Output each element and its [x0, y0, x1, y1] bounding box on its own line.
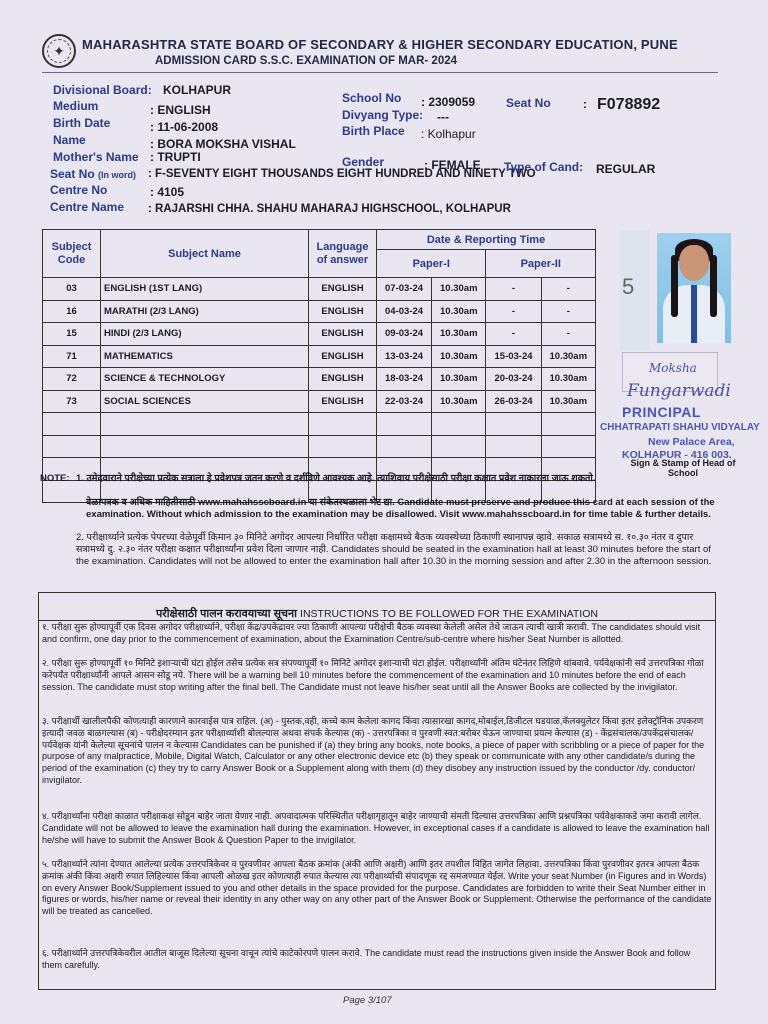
note-2-english: Candidates should be seated in the examination hall at least 30 minutes before the start of the examination. Candidates will not be allowed to enter the examination hall after 10.30 in the morning session and after 2.30 in the afternoon session. — [76, 544, 712, 567]
cell-d2 — [486, 413, 541, 436]
centre-name-label: Centre Name — [50, 200, 125, 214]
divyang-value: --- — [437, 110, 449, 124]
note-2-marathi: 2. परीक्षार्थ्याने प्रत्येक पेपरच्या वेळेपूर्वी किमान ३० मिनिटे अगोदर आपल्या निर्धारित परीक्षा कक्षामध्ये बैठक व्यवस्थेच्या ठिकाणी स्थानापन्न व्हावे. सकाळ सत्रामध्ये स. १०.३० नंतर व दुपार सत्रामध्ये दु. २.३० नंतर परीक्षा कक्षात परीक्षार्थ्यांना प्रवेश दिला जाणार नाही. — [76, 532, 694, 555]
board-logo-icon: ✦ — [42, 34, 76, 68]
seat-words-sublabel: (In word) — [98, 170, 137, 180]
note-label: NOTE: — [40, 473, 70, 484]
cell-code: 73 — [43, 390, 101, 413]
note-1-english: Candidate must preserve and produce this card at each session of the examination. Without which admission to the examination may be disallowed. Visit www.mahahsscboard.in for time table & further details. — [86, 497, 715, 520]
cell-d2: - — [486, 300, 541, 323]
stamp-school-name: CHHATRAPATI SHAHU VIDYALAY — [600, 422, 760, 433]
principal-signature: Fungarwadi — [627, 381, 731, 401]
seat-no-value: F078892 — [597, 96, 661, 113]
cell-name — [101, 435, 309, 458]
table-row — [43, 300, 596, 323]
cell-d1: 18-03-24 — [377, 368, 432, 391]
note-1-marathi-2: वेळापत्रक व अधिक माहितीसाठी www.mahahsscboard.in या संकेतस्थळाला भेट द्या. — [86, 497, 395, 508]
cell-name: SOCIAL SCIENCES — [101, 390, 309, 413]
mother-name-label: Mother's Name — [53, 150, 139, 164]
name-value: : BORA MOKSHA VISHAL — [150, 137, 296, 151]
cell-d2: 15-03-24 — [486, 345, 541, 368]
instructions-title-english: INSTRUCTIONS TO BE FOLLOWED FOR THE EXAMINATION — [300, 608, 598, 620]
instructions-title-marathi: परीक्षेसाठी पालन करावयाच्या सूचना — [156, 608, 297, 620]
cell-name — [101, 413, 309, 436]
cell-t1: 10.30am — [432, 390, 486, 413]
cell-code: 03 — [43, 278, 101, 301]
divisional-board-label: Divisional Board: — [53, 83, 152, 97]
candidate-signature: Moksha — [649, 361, 697, 375]
board-title: MAHARASHTRA STATE BOARD OF SECONDARY & HIGHER SECONDARY EDUCATION, PUNE — [82, 37, 678, 52]
seat-words-value: : F-SEVENTY EIGHT THOUSANDS EIGHT HUNDRED AND NINETY TWO — [148, 168, 536, 180]
cell-t2: - — [541, 323, 595, 346]
cell-t2: 10.30am — [541, 390, 595, 413]
cell-d2: 20-03-24 — [486, 368, 541, 391]
stamp-area: New Palace Area, — [648, 436, 735, 448]
school-no-value: : 2309059 — [421, 95, 476, 109]
instructions-box — [38, 592, 716, 990]
cell-t2 — [541, 435, 595, 458]
cell-lang — [309, 435, 377, 458]
col-paper-2: Paper-II — [486, 250, 596, 278]
col-paper-1: Paper-I — [377, 250, 486, 278]
seat-words-label: Seat No (In word) — [50, 167, 137, 181]
cell-code — [43, 435, 101, 458]
col-language: Language of answer — [309, 230, 377, 278]
instruction-6: ६. परीक्षार्थ्याने उत्तरपत्रिकेवरील आतील बाजूस दिलेल्या सूचना वाचून त्यांचे काटेकोरपणे पालन करावे. The candidate must read the instructions given inside the Answer Book and follow them carefully. — [42, 948, 691, 970]
instructions-divider — [38, 620, 716, 621]
photo-side-mark: 5 — [622, 274, 635, 299]
cell-lang: ENGLISH — [309, 300, 377, 323]
cell-lang: ENGLISH — [309, 390, 377, 413]
cell-t1: 10.30am — [432, 345, 486, 368]
cell-code — [43, 413, 101, 436]
cell-name: MATHEMATICS — [101, 345, 309, 368]
cell-code: 72 — [43, 368, 101, 391]
cell-d1: 04-03-24 — [377, 300, 432, 323]
sign-stamp-label: Sign & Stamp of Head of School — [630, 458, 736, 478]
seat-no-colon: : — [583, 97, 587, 111]
cell-lang: ENGLISH — [309, 323, 377, 346]
birth-place-label: Birth Place — [342, 124, 405, 138]
note-2 — [76, 532, 716, 568]
table-row — [43, 345, 596, 368]
school-no-label: School No — [342, 91, 402, 105]
table-row — [43, 368, 596, 391]
candidate-photo — [657, 233, 731, 343]
col-subject-code: Subject Code — [43, 230, 101, 278]
page-number: Page 3/107 — [343, 995, 392, 1006]
cell-lang — [309, 413, 377, 436]
centre-no-value: : 4105 — [150, 185, 185, 199]
cell-name: SCIENCE & TECHNOLOGY — [101, 368, 309, 391]
cell-t1 — [432, 413, 486, 436]
name-label: Name — [53, 133, 86, 147]
birth-date-value: : 11-06-2008 — [150, 120, 219, 134]
seat-no-label: Seat No — [506, 96, 551, 110]
table-row — [43, 435, 596, 458]
cell-d2 — [486, 435, 541, 458]
centre-no-label: Centre No — [50, 183, 108, 197]
note-1 — [86, 497, 716, 521]
principal-stamp: PRINCIPAL — [622, 404, 701, 420]
cell-t1: 10.30am — [432, 323, 486, 346]
cell-t2: 10.30am — [541, 368, 595, 391]
cell-t2: 10.30am — [541, 345, 595, 368]
instructions-title — [38, 606, 716, 621]
medium-label: Medium — [53, 99, 99, 113]
instruction-2: २. परीक्षा सुरू होण्यापूर्वी १० मिनिटे इशाऱ्याची घंटा होईल तसेच प्रत्येक सत्र संपण्यापूर्वी १० मिनिटे अगोदर इशाऱ्याची घंटा होईल. परीक्षार्थ्यांनी अंतिम घंटेनंतर लिहिणे थांबवावे. पर्यवेक्षकांनी सर्व उत्तरपत्रिका गोळा करेपर्यंत परीक्षार्थ्यांनी आपले आसन सोडू नये. There will be a warning bell 10 minutes before the commencement of the examination and 10 minutes before the end of each session. The candidate must stop writing after the final bell. The Candidate must not leave his/her seat until all the Answer Books are collected by the invigilator. — [42, 658, 704, 692]
gender-label: Gender — [342, 155, 385, 169]
medium-value: : ENGLISH — [150, 103, 211, 117]
subject-table-body — [43, 278, 596, 503]
mother-name-value: : TRUPTI — [150, 150, 201, 164]
divyang-label: Divyang Type: — [342, 108, 424, 122]
col-date-time: Date & Reporting Time — [377, 230, 596, 250]
cell-code: 71 — [43, 345, 101, 368]
table-row — [43, 278, 596, 301]
cell-d1 — [377, 435, 432, 458]
cell-t1: 10.30am — [432, 278, 486, 301]
cell-t1: 10.30am — [432, 300, 486, 323]
cell-lang: ENGLISH — [309, 345, 377, 368]
cell-t1 — [432, 435, 486, 458]
instruction-4: ४. परीक्षार्थ्यांना परीक्षा काळात परीक्षाकक्ष सोडून बाहेर जाता येणार नाही. अपवादात्मक परिस्थितीत परीक्षागृहातून बाहेर जाण्याची संमती दिल्यास उत्तरपत्रिका आणि प्रश्नपत्रिका पर्यवेक्षकाकडे जमा करावी लागेल. Candidate will not be allowed to leave the examination hall during the examination. However, in exceptional cases if a candidate is allowed to leave the examination hall he/she will have to submit the Answer Book & Question Paper to the invigilator. — [42, 811, 710, 845]
cell-d2: - — [486, 323, 541, 346]
cell-t1: 10.30am — [432, 368, 486, 391]
cell-code: 15 — [43, 323, 101, 346]
card-title: ADMISSION CARD S.S.C. EXAMINATION OF MAR- 2024 — [155, 55, 458, 67]
subject-table — [42, 229, 596, 503]
col-subject-name: Subject Name — [101, 230, 309, 278]
instruction-3: ३. परीक्षार्थी खालीलपैकी कोणत्याही कारणाने कारवाईस पात्र राहिल. (अ) - पुस्तक,वही, कच्चे काम केलेला कागद किंवा त्यासारखा कागद,मोबाईल,डिजीटल घडयाळ,कॅलक्युलेटर किंवा इतर इलेक्ट्रॉनिक उपकरण इत्यादी जवळ बाळगल्यास (ब) - परीक्षेदरम्यान इतर परीक्षार्थ्याशी बोलल्यास अथवा संपर्क केल्यास (क) - उत्तरपत्रिका व पुरवणी स्वत:बरोबर घेऊन जाण्याचा प्रयत्न केल्यास (ड) - केंद्रसंचालक/उपकेंद्रसंचालक/ पर्यवेक्षक यांनी केलेल्या सूचनांचे पालन न केल्यास Candidates can be punished if (a) they bring any books, note books, a piece of paper with scribbling or a piece of paper for the purpose of any malpractice, Mobile, Digital Watch, Calculator or any other electronic device etc (b) they speak or communicate with any other candidate/s during the period of the examination (c) they try to carry Answer Book or a Supplement along with them (d) they disobey any instruction issued by the conductor /dy. conductor/ invigilator. — [42, 716, 705, 785]
birth-place-value: : Kolhapur — [421, 127, 476, 141]
cell-t2: - — [541, 300, 595, 323]
gender-value: : FEMALE — [424, 158, 481, 172]
cell-d1 — [377, 413, 432, 436]
cell-name: MARATHI (2/3 LANG) — [101, 300, 309, 323]
birth-date-label: Birth Date — [53, 116, 111, 130]
note-1-marathi: 1. उमेदवाराने परीक्षेच्या प्रत्येक सत्राला हे प्रवेशपत्र जतन करणे व दर्शविणे आवश्यक आहे. त्याशिवाय परीक्षेसाठी परीक्षा कक्षात प्रवेश नाकारला जाऊ शकतो. — [76, 473, 596, 484]
cell-d1: 22-03-24 — [377, 390, 432, 413]
cell-d1: 13-03-24 — [377, 345, 432, 368]
cell-t2: - — [541, 278, 595, 301]
cell-name: HINDI (2/3 LANG) — [101, 323, 309, 346]
instruction-5: ५. परीक्षार्थ्याने त्यांना देण्यात आलेल्या प्रत्येक उत्तरपत्रिकेवर व पुरवणीवर आपला बैठक क्रमांक (अंकी आणि अक्षरी) आणि इतर तपशील विहित जागेत लिहावा. उत्तरपत्रिका किंवा पुरवणीवर इतरत्र आपला बैठक क्रमांक अंकी किंवा अक्षरी रुपात लिहिल्यास किंवा आपली ओळख इतर कोणत्याही रुपात केल्यास त्या परीक्षार्थ्याची संपादणूक रद्द समजण्यात येईल. Write your seat Number (in Figures and in Words) on every Answer Book/Supplement issued to you and other details in the space provided for the purpose. Candidates are forbidden to write their Seat Number either in figures or words, his/her name or reveal their identity in any other way on any other part of the Answer Book or Supplement. Otherwise the performance of the candidate will be treated as cancelled. — [42, 859, 712, 917]
table-row — [43, 390, 596, 413]
cell-d1: 09-03-24 — [377, 323, 432, 346]
cell-name: ENGLISH (1ST LANG) — [101, 278, 309, 301]
centre-name-value: : RAJARSHI CHHA. SHAHU MAHARAJ HIGHSCHOOL, KOLHAPUR — [148, 203, 511, 215]
cell-lang: ENGLISH — [309, 368, 377, 391]
cell-d1: 07-03-24 — [377, 278, 432, 301]
cand-type-value: REGULAR — [596, 162, 656, 176]
cell-t2 — [541, 413, 595, 436]
instruction-1: १. परीक्षा सुरू होण्यापूर्वी एक दिवस अगोदर परीक्षार्थ्याने, परीक्षा केंद्र/उपकेंद्रावर ज्या ठिकाणी आपल्या परीक्षेची बैठक व्यवस्था केलेली असेल तेथे जाऊन त्याची खात्री करावी. The candidates should visit and confirm, one day prior to the commencement of examination, about the Examination Centre/sub-centre where his/her Seat Number is allotted. — [42, 622, 701, 644]
cell-d2: 26-03-24 — [486, 390, 541, 413]
divisional-board-value: KOLHAPUR — [163, 83, 231, 97]
cell-d2: - — [486, 278, 541, 301]
table-row — [43, 323, 596, 346]
table-row — [43, 413, 596, 436]
cand-type-label: Type of Cand: — [504, 160, 584, 174]
header-divider — [42, 72, 718, 73]
photo-edge-strip — [620, 230, 650, 350]
cell-code: 16 — [43, 300, 101, 323]
cell-lang: ENGLISH — [309, 278, 377, 301]
stamp-city: KOLHAPUR - 416 003. — [622, 449, 732, 461]
